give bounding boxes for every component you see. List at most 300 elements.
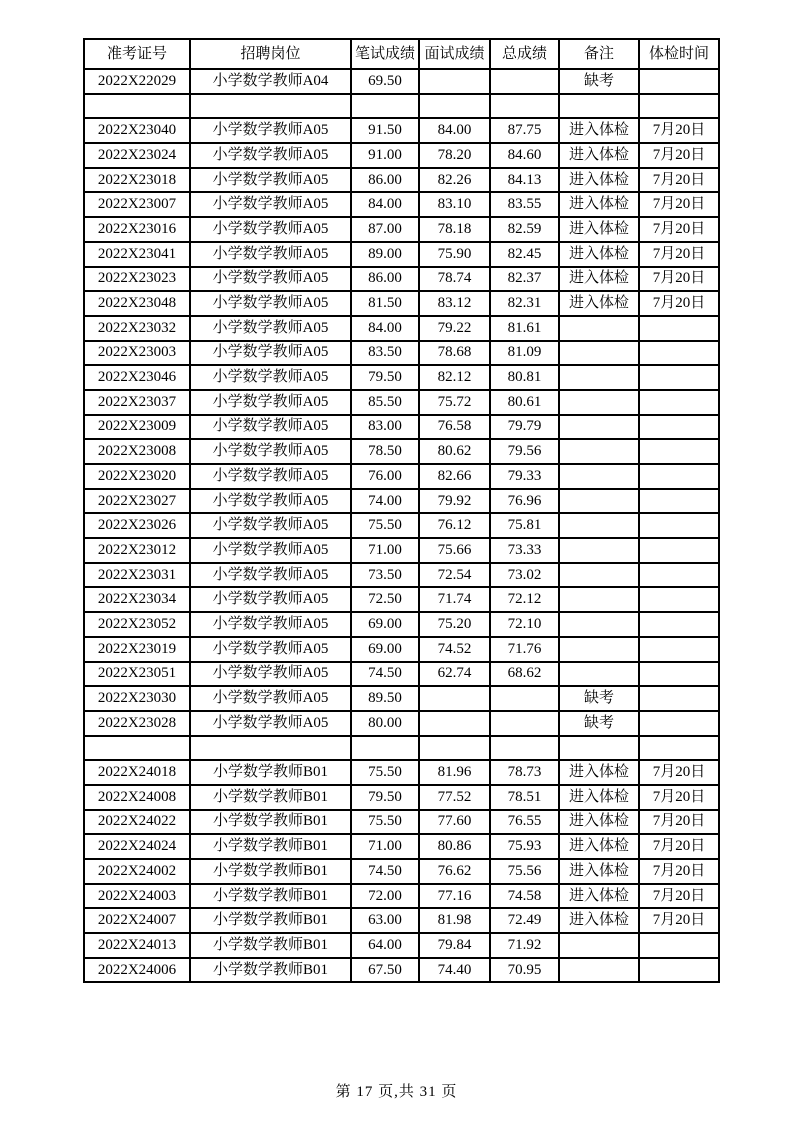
cell-checkup-date: 7月20日: [639, 118, 719, 143]
cell-admission-number: 2022X24002: [84, 859, 190, 884]
cell-total-score: [490, 711, 559, 736]
page-footer: 第 17 页,共 31 页: [335, 1084, 458, 1100]
table-row: [84, 736, 719, 761]
cell-interview-score: 82.26: [419, 168, 490, 193]
cell-total-score: 82.59: [490, 217, 559, 242]
cell-interview-score: 78.68: [419, 341, 490, 366]
cell-written-score: 72.00: [351, 884, 419, 909]
cell-total-score: 78.51: [490, 785, 559, 810]
cell-admission-number: 2022X23003: [84, 341, 190, 366]
cell-written-score: 73.50: [351, 563, 419, 588]
table-row: [84, 908, 719, 933]
table-row: [84, 587, 719, 612]
cell-total-score: 75.81: [490, 513, 559, 538]
cell-position: 小学数学教师B01: [190, 810, 351, 835]
cell-total-score: 73.02: [490, 563, 559, 588]
table-row: [84, 686, 719, 711]
cell-remark: 进入体检: [559, 884, 639, 909]
cell-written-score: [351, 94, 419, 119]
cell-checkup-date: [639, 341, 719, 366]
cell-admission-number: 2022X23037: [84, 390, 190, 415]
cell-interview-score: 74.40: [419, 958, 490, 983]
cell-admission-number: 2022X24022: [84, 810, 190, 835]
cell-written-score: 69.50: [351, 69, 419, 94]
table-row: [84, 94, 719, 119]
cell-admission-number: 2022X24006: [84, 958, 190, 983]
cell-interview-score: 77.52: [419, 785, 490, 810]
cell-checkup-date: 7月20日: [639, 810, 719, 835]
table-row: [84, 785, 719, 810]
cell-admission-number: 2022X24024: [84, 834, 190, 859]
cell-written-score: 76.00: [351, 464, 419, 489]
cell-admission-number: 2022X23040: [84, 118, 190, 143]
cell-remark: [559, 316, 639, 341]
cell-checkup-date: [639, 94, 719, 119]
cell-checkup-date: [639, 958, 719, 983]
cell-remark: [559, 736, 639, 761]
cell-admission-number: 2022X22029: [84, 69, 190, 94]
cell-remark: [559, 612, 639, 637]
cell-admission-number: 2022X23023: [84, 267, 190, 292]
cell-checkup-date: [639, 365, 719, 390]
column-header-admission-number: 准考证号: [84, 39, 190, 69]
cell-checkup-date: [639, 464, 719, 489]
cell-written-score: 83.00: [351, 415, 419, 440]
cell-position: 小学数学教师A05: [190, 415, 351, 440]
cell-admission-number: 2022X23046: [84, 365, 190, 390]
cell-remark: [559, 464, 639, 489]
cell-admission-number: 2022X23024: [84, 143, 190, 168]
cell-remark: 进入体检: [559, 168, 639, 193]
cell-position: 小学数学教师A05: [190, 217, 351, 242]
cell-interview-score: 80.62: [419, 439, 490, 464]
cell-written-score: 89.00: [351, 242, 419, 267]
cell-position: 小学数学教师A05: [190, 513, 351, 538]
cell-written-score: 74.00: [351, 489, 419, 514]
cell-admission-number: 2022X23051: [84, 662, 190, 687]
cell-written-score: 89.50: [351, 686, 419, 711]
cell-remark: [559, 513, 639, 538]
cell-written-score: 67.50: [351, 958, 419, 983]
results-table: [83, 38, 720, 983]
cell-remark: 进入体检: [559, 217, 639, 242]
cell-interview-score: 78.20: [419, 143, 490, 168]
cell-total-score: 70.95: [490, 958, 559, 983]
cell-checkup-date: [639, 538, 719, 563]
cell-position: 小学数学教师A05: [190, 637, 351, 662]
cell-position: 小学数学教师B01: [190, 908, 351, 933]
cell-checkup-date: 7月20日: [639, 834, 719, 859]
cell-interview-score: 75.90: [419, 242, 490, 267]
cell-interview-score: 78.74: [419, 267, 490, 292]
cell-position: 小学数学教师A05: [190, 390, 351, 415]
cell-checkup-date: 7月20日: [639, 291, 719, 316]
cell-remark: [559, 94, 639, 119]
cell-written-score: 74.50: [351, 662, 419, 687]
cell-position: 小学数学教师B01: [190, 760, 351, 785]
cell-checkup-date: 7月20日: [639, 192, 719, 217]
column-header-interview-score: 面试成绩: [419, 39, 490, 69]
table-row: [84, 390, 719, 415]
cell-checkup-date: [639, 736, 719, 761]
cell-checkup-date: [639, 439, 719, 464]
cell-admission-number: 2022X23027: [84, 489, 190, 514]
cell-remark: [559, 933, 639, 958]
cell-written-score: 81.50: [351, 291, 419, 316]
cell-position: 小学数学教师B01: [190, 958, 351, 983]
cell-admission-number: 2022X23019: [84, 637, 190, 662]
cell-interview-score: 62.74: [419, 662, 490, 687]
cell-remark: 进入体检: [559, 291, 639, 316]
cell-admission-number: 2022X24013: [84, 933, 190, 958]
cell-remark: [559, 365, 639, 390]
cell-admission-number: 2022X23020: [84, 464, 190, 489]
cell-written-score: 87.00: [351, 217, 419, 242]
cell-remark: 进入体检: [559, 118, 639, 143]
cell-position: 小学数学教师A05: [190, 686, 351, 711]
column-header-position: 招聘岗位: [190, 39, 351, 69]
cell-total-score: 79.79: [490, 415, 559, 440]
cell-interview-score: 81.96: [419, 760, 490, 785]
cell-checkup-date: [639, 390, 719, 415]
cell-position: 小学数学教师A05: [190, 267, 351, 292]
cell-total-score: 84.60: [490, 143, 559, 168]
cell-remark: [559, 489, 639, 514]
cell-remark: 进入体检: [559, 192, 639, 217]
cell-position: 小学数学教师A04: [190, 69, 351, 94]
cell-position: 小学数学教师A05: [190, 662, 351, 687]
cell-total-score: 72.49: [490, 908, 559, 933]
cell-interview-score: 81.98: [419, 908, 490, 933]
cell-total-score: [490, 736, 559, 761]
cell-position: 小学数学教师A05: [190, 168, 351, 193]
cell-admission-number: 2022X24018: [84, 760, 190, 785]
table-row: [84, 69, 719, 94]
cell-written-score: 83.50: [351, 341, 419, 366]
cell-checkup-date: [639, 612, 719, 637]
cell-interview-score: 79.92: [419, 489, 490, 514]
cell-checkup-date: [639, 933, 719, 958]
table-row: [84, 365, 719, 390]
cell-admission-number: 2022X23032: [84, 316, 190, 341]
cell-written-score: 86.00: [351, 168, 419, 193]
table-row: [84, 958, 719, 983]
cell-admission-number: 2022X23041: [84, 242, 190, 267]
cell-interview-score: 71.74: [419, 587, 490, 612]
cell-written-score: 75.50: [351, 760, 419, 785]
cell-checkup-date: [639, 489, 719, 514]
cell-total-score: 80.61: [490, 390, 559, 415]
cell-admission-number: 2022X23016: [84, 217, 190, 242]
cell-interview-score: 75.66: [419, 538, 490, 563]
cell-interview-score: 83.12: [419, 291, 490, 316]
table-row: [84, 316, 719, 341]
cell-total-score: 81.61: [490, 316, 559, 341]
cell-remark: 缺考: [559, 711, 639, 736]
cell-total-score: 73.33: [490, 538, 559, 563]
cell-written-score: 84.00: [351, 316, 419, 341]
cell-admission-number: 2022X23026: [84, 513, 190, 538]
cell-remark: 进入体检: [559, 143, 639, 168]
cell-checkup-date: [639, 563, 719, 588]
cell-total-score: 81.09: [490, 341, 559, 366]
cell-position: 小学数学教师B01: [190, 785, 351, 810]
cell-checkup-date: [639, 316, 719, 341]
column-header-remark: 备注: [559, 39, 639, 69]
cell-interview-score: [419, 686, 490, 711]
cell-interview-score: 84.00: [419, 118, 490, 143]
cell-position: 小学数学教师A05: [190, 612, 351, 637]
cell-position: 小学数学教师B01: [190, 834, 351, 859]
cell-remark: [559, 415, 639, 440]
cell-remark: 缺考: [559, 69, 639, 94]
cell-total-score: 76.96: [490, 489, 559, 514]
cell-total-score: 72.10: [490, 612, 559, 637]
cell-written-score: 63.00: [351, 908, 419, 933]
cell-checkup-date: 7月20日: [639, 217, 719, 242]
cell-remark: [559, 538, 639, 563]
cell-position: [190, 736, 351, 761]
cell-position: 小学数学教师A05: [190, 464, 351, 489]
cell-admission-number: 2022X23007: [84, 192, 190, 217]
cell-admission-number: 2022X23034: [84, 587, 190, 612]
table-row: [84, 341, 719, 366]
cell-admission-number: 2022X24003: [84, 884, 190, 909]
cell-admission-number: 2022X23008: [84, 439, 190, 464]
cell-interview-score: [419, 736, 490, 761]
cell-interview-score: 74.52: [419, 637, 490, 662]
table-row: [84, 168, 719, 193]
cell-total-score: 79.56: [490, 439, 559, 464]
column-header-total-score: 总成绩: [490, 39, 559, 69]
table-row: [84, 612, 719, 637]
cell-written-score: 80.00: [351, 711, 419, 736]
cell-remark: 进入体检: [559, 267, 639, 292]
table-row: [84, 834, 719, 859]
cell-remark: 进入体检: [559, 242, 639, 267]
cell-checkup-date: 7月20日: [639, 884, 719, 909]
table-row: [84, 760, 719, 785]
cell-checkup-date: [639, 637, 719, 662]
cell-remark: [559, 439, 639, 464]
cell-position: 小学数学教师A05: [190, 192, 351, 217]
cell-position: 小学数学教师A05: [190, 439, 351, 464]
cell-total-score: 75.93: [490, 834, 559, 859]
cell-admission-number: 2022X23052: [84, 612, 190, 637]
cell-remark: [559, 587, 639, 612]
cell-written-score: 79.50: [351, 785, 419, 810]
cell-remark: 进入体检: [559, 785, 639, 810]
table-row: [84, 810, 719, 835]
cell-checkup-date: 7月20日: [639, 168, 719, 193]
table-row: [84, 242, 719, 267]
cell-total-score: 82.31: [490, 291, 559, 316]
cell-remark: 进入体检: [559, 810, 639, 835]
cell-written-score: 91.00: [351, 143, 419, 168]
cell-interview-score: 77.60: [419, 810, 490, 835]
cell-position: 小学数学教师A05: [190, 711, 351, 736]
cell-written-score: 71.00: [351, 538, 419, 563]
cell-checkup-date: 7月20日: [639, 760, 719, 785]
table-row: [84, 859, 719, 884]
cell-admission-number: 2022X23030: [84, 686, 190, 711]
cell-checkup-date: 7月20日: [639, 242, 719, 267]
cell-total-score: 84.13: [490, 168, 559, 193]
cell-remark: [559, 390, 639, 415]
cell-total-score: 78.73: [490, 760, 559, 785]
table-row: [84, 662, 719, 687]
cell-interview-score: 82.66: [419, 464, 490, 489]
cell-total-score: 71.92: [490, 933, 559, 958]
cell-written-score: [351, 736, 419, 761]
cell-written-score: 74.50: [351, 859, 419, 884]
cell-written-score: 72.50: [351, 587, 419, 612]
cell-remark: 缺考: [559, 686, 639, 711]
cell-interview-score: 76.12: [419, 513, 490, 538]
table-row: [84, 711, 719, 736]
cell-admission-number: 2022X23009: [84, 415, 190, 440]
cell-written-score: 78.50: [351, 439, 419, 464]
cell-admission-number: [84, 736, 190, 761]
cell-admission-number: [84, 94, 190, 119]
cell-written-score: 71.00: [351, 834, 419, 859]
cell-total-score: 82.37: [490, 267, 559, 292]
cell-written-score: 69.00: [351, 637, 419, 662]
cell-checkup-date: 7月20日: [639, 908, 719, 933]
cell-checkup-date: [639, 662, 719, 687]
cell-total-score: 82.45: [490, 242, 559, 267]
cell-position: 小学数学教师A05: [190, 538, 351, 563]
cell-total-score: 83.55: [490, 192, 559, 217]
cell-position: 小学数学教师A05: [190, 118, 351, 143]
cell-checkup-date: [639, 513, 719, 538]
table-header: [84, 39, 719, 69]
cell-interview-score: 72.54: [419, 563, 490, 588]
cell-checkup-date: 7月20日: [639, 785, 719, 810]
cell-checkup-date: 7月20日: [639, 143, 719, 168]
cell-remark: [559, 341, 639, 366]
cell-interview-score: 76.58: [419, 415, 490, 440]
cell-admission-number: 2022X24008: [84, 785, 190, 810]
cell-position: 小学数学教师A05: [190, 291, 351, 316]
cell-admission-number: 2022X23028: [84, 711, 190, 736]
cell-interview-score: 75.72: [419, 390, 490, 415]
cell-remark: 进入体检: [559, 908, 639, 933]
cell-total-score: 72.12: [490, 587, 559, 612]
cell-position: [190, 94, 351, 119]
cell-position: 小学数学教师A05: [190, 143, 351, 168]
cell-written-score: 64.00: [351, 933, 419, 958]
table-row: [84, 192, 719, 217]
table-row: [84, 267, 719, 292]
cell-interview-score: 82.12: [419, 365, 490, 390]
cell-position: 小学数学教师B01: [190, 859, 351, 884]
table-row: [84, 118, 719, 143]
cell-total-score: [490, 686, 559, 711]
table-row: [84, 884, 719, 909]
cell-total-score: 79.33: [490, 464, 559, 489]
cell-admission-number: 2022X23018: [84, 168, 190, 193]
table-row: [84, 217, 719, 242]
cell-interview-score: [419, 94, 490, 119]
cell-total-score: 74.58: [490, 884, 559, 909]
cell-total-score: [490, 69, 559, 94]
cell-admission-number: 2022X23012: [84, 538, 190, 563]
header-row: [84, 39, 719, 69]
table-row: [84, 439, 719, 464]
column-header-checkup-date: 体检时间: [639, 39, 719, 69]
table-row: [84, 933, 719, 958]
cell-checkup-date: 7月20日: [639, 267, 719, 292]
cell-admission-number: 2022X23048: [84, 291, 190, 316]
column-header-written-score: 笔试成绩: [351, 39, 419, 69]
cell-interview-score: 78.18: [419, 217, 490, 242]
cell-remark: [559, 563, 639, 588]
cell-checkup-date: [639, 686, 719, 711]
cell-position: 小学数学教师A05: [190, 316, 351, 341]
cell-remark: [559, 637, 639, 662]
cell-total-score: 68.62: [490, 662, 559, 687]
cell-interview-score: [419, 711, 490, 736]
table-row: [84, 143, 719, 168]
cell-interview-score: 77.16: [419, 884, 490, 909]
table-row: [84, 513, 719, 538]
cell-interview-score: 79.84: [419, 933, 490, 958]
table-body: [84, 69, 719, 982]
cell-written-score: 86.00: [351, 267, 419, 292]
cell-position: 小学数学教师A05: [190, 489, 351, 514]
cell-total-score: 75.56: [490, 859, 559, 884]
cell-position: 小学数学教师A05: [190, 341, 351, 366]
cell-interview-score: [419, 69, 490, 94]
cell-interview-score: 83.10: [419, 192, 490, 217]
cell-checkup-date: [639, 415, 719, 440]
cell-written-score: 79.50: [351, 365, 419, 390]
cell-remark: 进入体检: [559, 834, 639, 859]
cell-position: 小学数学教师A05: [190, 242, 351, 267]
cell-total-score: 76.55: [490, 810, 559, 835]
table-row: [84, 538, 719, 563]
cell-interview-score: 75.20: [419, 612, 490, 637]
cell-checkup-date: [639, 711, 719, 736]
cell-position: 小学数学教师B01: [190, 884, 351, 909]
cell-position: 小学数学教师A05: [190, 365, 351, 390]
cell-remark: [559, 958, 639, 983]
table-row: [84, 563, 719, 588]
cell-checkup-date: [639, 69, 719, 94]
cell-remark: 进入体检: [559, 859, 639, 884]
cell-written-score: 69.00: [351, 612, 419, 637]
cell-written-score: 75.50: [351, 513, 419, 538]
cell-position: 小学数学教师A05: [190, 587, 351, 612]
cell-remark: [559, 662, 639, 687]
table-row: [84, 415, 719, 440]
cell-interview-score: 76.62: [419, 859, 490, 884]
cell-written-score: 85.50: [351, 390, 419, 415]
cell-total-score: [490, 94, 559, 119]
cell-admission-number: 2022X23031: [84, 563, 190, 588]
cell-checkup-date: [639, 587, 719, 612]
table-row: [84, 637, 719, 662]
table-row: [84, 291, 719, 316]
cell-total-score: 80.81: [490, 365, 559, 390]
cell-remark: 进入体检: [559, 760, 639, 785]
cell-total-score: 71.76: [490, 637, 559, 662]
cell-written-score: 84.00: [351, 192, 419, 217]
table-row: [84, 489, 719, 514]
cell-written-score: 91.50: [351, 118, 419, 143]
cell-position: 小学数学教师A05: [190, 563, 351, 588]
